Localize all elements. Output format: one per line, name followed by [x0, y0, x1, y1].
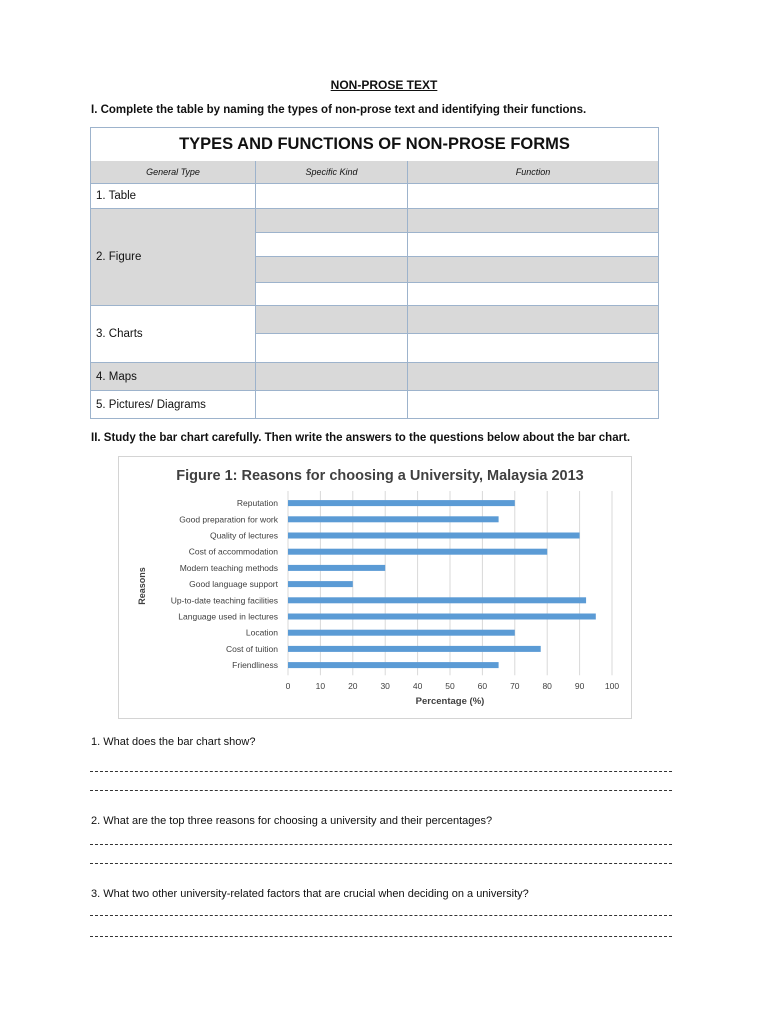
table-title: TYPES AND FUNCTIONS OF NON-PROSE FORMS: [91, 128, 658, 162]
row-label-figure: [91, 209, 256, 306]
category-label: Friendliness: [232, 660, 278, 671]
row-label-table: [91, 184, 256, 209]
x-tick-label: 60: [477, 681, 488, 692]
bar-chart-svg: [119, 457, 631, 718]
category-label: Language used in lectures: [178, 611, 278, 622]
chart-title: Figure 1: Reasons for choosing a University, Malaysia 2013: [176, 468, 584, 484]
category-label: Up-to-date teaching facilities: [170, 595, 278, 606]
answer-line[interactable]: [90, 863, 672, 864]
row-label-text: 2. Figure: [96, 251, 142, 263]
x-tick-label: 90: [574, 681, 585, 692]
cell-function[interactable]: [408, 363, 658, 391]
x-tick-label: 0: [285, 681, 291, 692]
cell-specific-kind[interactable]: [256, 184, 408, 209]
bar: [288, 662, 499, 668]
cell-specific-kind[interactable]: [256, 209, 408, 233]
x-tick-label: 80: [542, 681, 552, 692]
cell-function[interactable]: [408, 184, 658, 209]
cell-function[interactable]: [408, 391, 658, 418]
bar: [288, 500, 515, 506]
cell-specific-kind[interactable]: [256, 334, 408, 363]
answer-line[interactable]: [90, 915, 672, 916]
x-tick-label: 50: [445, 681, 455, 692]
bar: [288, 646, 541, 652]
question-3: 3. What two other university-related factors that are crucial when deciding on a university?: [91, 888, 529, 900]
category-label: Reputation: [236, 498, 278, 509]
bar-chart: [118, 456, 632, 719]
row-label-charts: [91, 306, 256, 363]
bar: [288, 516, 499, 522]
row-label-pictures: [91, 391, 256, 418]
category-label: Cost of tuition: [226, 643, 278, 654]
answer-line[interactable]: [90, 771, 672, 772]
cell-function[interactable]: [408, 209, 658, 233]
answer-line[interactable]: [90, 790, 672, 791]
bar: [288, 533, 580, 539]
cell-specific-kind[interactable]: [256, 306, 408, 334]
cell-specific-kind[interactable]: [256, 233, 408, 257]
cell-function[interactable]: [408, 233, 658, 257]
category-label: Modern teaching methods: [179, 562, 278, 573]
category-label: Location: [245, 627, 278, 638]
cell-specific-kind[interactable]: [256, 363, 408, 391]
cell-specific-kind[interactable]: [256, 257, 408, 283]
bar: [288, 549, 547, 555]
cell-specific-kind[interactable]: [256, 283, 408, 306]
nonprose-table: [90, 127, 659, 419]
x-tick-label: 40: [412, 681, 423, 692]
section-1-instruction: I. Complete the table by naming the types of non-prose text and identifying their functions.: [91, 104, 587, 116]
cell-function[interactable]: [408, 334, 658, 363]
category-label: Good language support: [189, 579, 278, 590]
bar: [288, 581, 353, 587]
cell-function[interactable]: [408, 283, 658, 306]
bar: [288, 614, 596, 620]
x-tick-label: 70: [510, 681, 520, 692]
header-function: Function: [408, 161, 658, 184]
row-label-text: 3. Charts: [96, 328, 143, 340]
x-axis-label: Percentage (%): [415, 696, 485, 707]
y-axis-label: Reasons: [137, 567, 147, 605]
x-tick-label: 30: [380, 681, 390, 692]
x-tick-label: 100: [604, 681, 620, 692]
x-tick-label: 20: [348, 681, 358, 692]
answer-line[interactable]: [90, 936, 672, 937]
cell-function[interactable]: [408, 306, 658, 334]
row-label-text: 4. Maps: [96, 370, 137, 383]
bar: [288, 630, 515, 636]
cell-function[interactable]: [408, 257, 658, 283]
x-tick-label: 10: [315, 681, 326, 692]
section-2-instruction: II. Study the bar chart carefully. Then write the answers to the questions below about the bar chart.: [91, 432, 631, 444]
header-specific-kind: Specific Kind: [256, 161, 408, 184]
document-title: NON-PROSE TEXT: [330, 78, 438, 92]
row-label-maps: [91, 363, 256, 391]
answer-line[interactable]: [90, 844, 672, 845]
bar: [288, 565, 385, 571]
cell-specific-kind[interactable]: [256, 391, 408, 418]
row-label-text: 5. Pictures/ Diagrams: [96, 398, 206, 411]
row-label-text: 1. Table: [96, 190, 137, 202]
category-label: Quality of lectures: [209, 530, 278, 541]
header-general-type: General Type: [91, 161, 256, 184]
category-label: Good preparation for work: [179, 514, 278, 525]
question-2: 2. What are the top three reasons for choosing a university and their percentages?: [91, 815, 493, 827]
question-1: 1. What does the bar chart show?: [91, 736, 256, 748]
bar: [288, 597, 586, 603]
category-label: Cost of accommodation: [188, 546, 278, 557]
